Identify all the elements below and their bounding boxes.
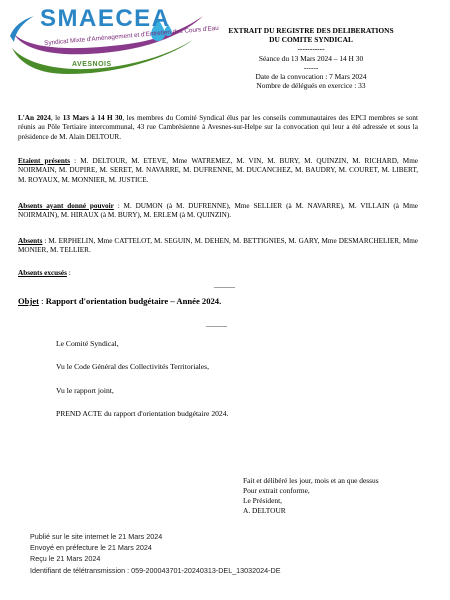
header-separator-1: ----------- bbox=[297, 44, 325, 54]
absents-label: Absents bbox=[18, 237, 43, 245]
objet-line bbox=[18, 296, 221, 306]
pouvoir-text: : M. DUMON (à M. DUFRENNE), Mme SELLIER (à M. NAVARRE), M. VILLAIN (à Mme NOIRMAIN), M. HIRAUX (à M. BURY), M. ERLEM (à M. QUINZIN). bbox=[18, 202, 418, 220]
intro-comma: , le bbox=[50, 114, 63, 122]
objet-label: Objet bbox=[18, 296, 40, 306]
intro-date: 13 Mars à 14 H 30 bbox=[62, 114, 123, 122]
header-title-2: DU COMITE SYNDICAL bbox=[269, 35, 353, 45]
intro-lead: L'An 2024 bbox=[18, 114, 51, 122]
signature-name: A. DELTOUR bbox=[243, 506, 286, 515]
presents-label: Etaient présents bbox=[18, 157, 71, 165]
pouvoir-label: Absents ayant donné pouvoir bbox=[18, 202, 114, 210]
signature-line-3: Le Président, bbox=[243, 496, 282, 505]
signature-line-1: Fait et délibéré les jour, mois et an que dessus bbox=[243, 476, 379, 485]
pouvoir-paragraph bbox=[18, 202, 418, 221]
presents-text: : M. DELTOUR, M. ETEVE, Mme WATREMEZ, M. VIN, M. BURY, M. QUINZIN, M. RICHARD, Mme NOIRMAIN, M. DUPIRE, M. SERET, M. NAVARRE, M. DUFRENNE, M. DUCANCHEZ, M. BAUDRY, M. COURET, M. LIBERT, M. ROYAUX, M. MONNIER, M. JUSTICE. bbox=[18, 157, 418, 184]
objet-text: Rapport d'orientation budgétaire – Année 2024. bbox=[45, 296, 222, 306]
objet-separator: : bbox=[39, 296, 46, 306]
prend-acte-c: 2024. bbox=[209, 409, 229, 418]
presents-paragraph bbox=[18, 157, 418, 185]
header-title-1: EXTRAIT DU REGISTRE DES DELIBERATIONS bbox=[228, 26, 394, 35]
prend-acte-a: PREND ACTE du rapport bbox=[56, 409, 138, 418]
absents-paragraph bbox=[18, 237, 418, 256]
signature-line-2: Pour extrait conforme, bbox=[243, 486, 310, 495]
absents-text: : M. ERPHELIN, Mme CATTELOT, M. SEGUIN, M. DEHEN, M. BETTIGNIES, M. GARY, Mme DESMARCHELIER, Mme MONIER, M. TELLIER. bbox=[18, 237, 418, 255]
logo-tagline: Syndicat Mixte d'Aménagement et d'Entretien des Cours d'Eau bbox=[44, 24, 220, 47]
decision-vu-code: Vu le Code Général des Collectivités Territoriales, bbox=[56, 362, 210, 371]
prend-acte-b: d'orientation budgétaire bbox=[137, 409, 210, 418]
footer-recu: Reçu le 21 Mars 2024 bbox=[30, 554, 101, 564]
decision-prend-acte bbox=[56, 409, 228, 418]
separator-rule-2: ______ bbox=[206, 320, 227, 328]
intro-paragraph bbox=[18, 114, 418, 142]
decision-vu-rapport: Vu le rapport joint, bbox=[56, 386, 114, 395]
footer-identifiant: Identifiant de télétransmission : 059-200043701-20240313-DEL_13032024-DE bbox=[30, 565, 281, 575]
header-delegues: Nombre de délégués en exercice : 33 bbox=[256, 81, 366, 91]
signature-block bbox=[243, 476, 379, 516]
logo-subtitle: AVESNOIS bbox=[72, 61, 112, 68]
excuses-text: : bbox=[66, 269, 71, 277]
separator-rule-1: ______ bbox=[214, 281, 235, 289]
header-convocation: Date de la convocation : 7 Mars 2024 bbox=[255, 72, 367, 82]
footer-block bbox=[30, 531, 281, 576]
decision-comite: Le Comité Syndical, bbox=[56, 339, 119, 348]
intro-text: , les membres du Comité Syndical élus par les conseils communautaires des EPCI membres se sont réunis au Pôle Tertiaire intercommunal, 43 rue Cambrésienne à Avesnes-sur-Helpe sur la convocation qui leur a été adressée et sous la présidence de M. Alain DELTOUR. bbox=[18, 114, 419, 141]
excuses-label: Absents excusés bbox=[18, 269, 67, 277]
header-seance: Séance du 13 Mars 2024 – 14 H 30 bbox=[258, 53, 364, 63]
excuses-paragraph bbox=[18, 269, 418, 278]
footer-envoye: Envoyé en préfecture le 21 Mars 2024 bbox=[30, 543, 152, 553]
header-separator-2: ------ bbox=[303, 62, 319, 72]
smaecea-logo bbox=[8, 4, 220, 84]
footer-publie: Publié sur le site internet le 21 Mars 2024 bbox=[30, 532, 163, 541]
logo-name: SMAECEA bbox=[40, 5, 171, 32]
document-header bbox=[222, 26, 400, 90]
